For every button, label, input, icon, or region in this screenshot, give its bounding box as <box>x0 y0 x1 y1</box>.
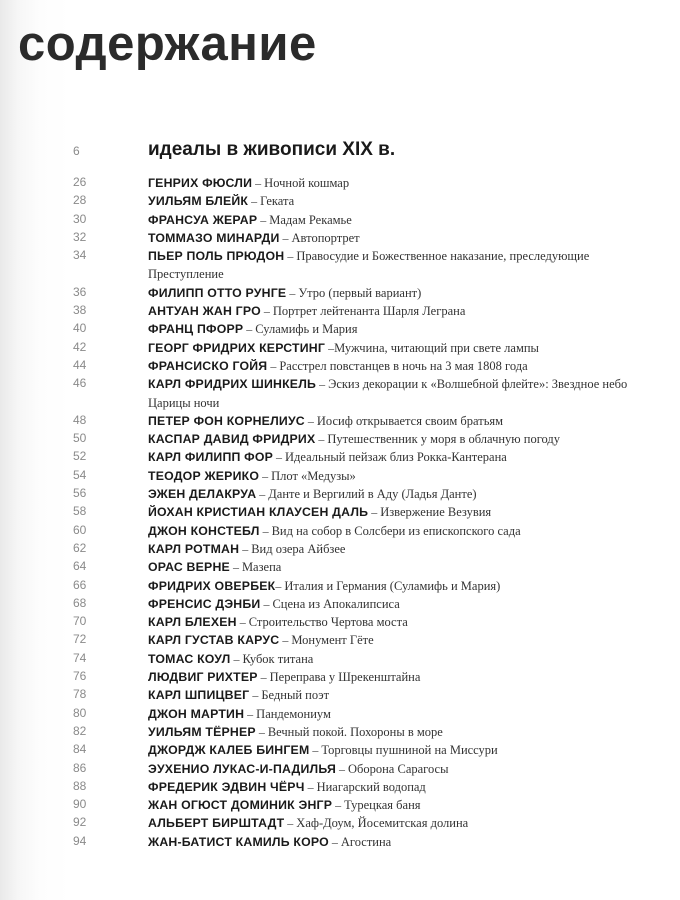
entry-work-title: Суламифь и Мария <box>255 322 358 337</box>
entry-text <box>148 485 653 503</box>
entry-text <box>148 650 653 668</box>
entry-work-title: Геката <box>260 194 295 209</box>
entry-separator: – <box>260 304 273 319</box>
entry-text <box>148 174 653 192</box>
entry-separator: – <box>284 249 297 264</box>
entry-separator: – <box>309 743 322 758</box>
entry-artist: ТОММАЗО МИНАРДИ <box>148 230 280 245</box>
entry-separator: – <box>239 541 252 556</box>
entry-separator: – <box>328 834 341 849</box>
entry-separator: – <box>260 596 273 611</box>
toc-entry <box>73 448 653 466</box>
section-heading: идеалы в живописи XIX в. <box>148 139 396 160</box>
entry-text <box>148 467 653 485</box>
entry-page-number: 58 <box>73 504 87 519</box>
entry-separator: – <box>257 670 270 685</box>
entry-artist: ЖАН ОГЮСТ ДОМИНИК ЭНГР <box>148 798 333 813</box>
entry-page-number: 28 <box>73 193 87 208</box>
entry-artist: ФРЕДЕРИК ЭДВИН ЧЁРЧ <box>148 779 305 794</box>
toc-entry <box>73 375 653 412</box>
entry-page-number: 78 <box>73 687 87 702</box>
entry-separator: – <box>273 450 286 465</box>
entry-page-number: 56 <box>73 486 87 501</box>
toc-entry <box>73 595 653 613</box>
entry-artist: ТОМАС КОУЛ <box>148 651 231 666</box>
entry-separator: – <box>257 212 270 227</box>
entry-work-title: Идеальный пейзаж близ Рокка-Кантерана <box>285 450 507 465</box>
entry-work-title: Иосиф открывается своим братьям <box>316 413 504 428</box>
entry-work-title: Торговцы пушниной на Миссури <box>321 743 498 758</box>
toc-entry <box>73 503 653 521</box>
entry-work-title: Портрет лейтенанта Шарля Леграна <box>272 304 466 319</box>
entry-artist: ДЖОРДЖ КАЛЕБ БИНГЕМ <box>148 743 310 758</box>
entry-text <box>148 686 653 704</box>
entry-work-title: Хаф-Доум, Йосемитская долина <box>296 816 469 831</box>
entry-page-number: 88 <box>73 778 87 793</box>
toc-entry <box>73 668 653 686</box>
entry-separator: – <box>259 468 272 483</box>
toc-entry <box>73 814 653 832</box>
entry-separator: – <box>230 651 243 666</box>
entry-text <box>148 577 653 595</box>
entry-page-number: 44 <box>73 357 87 372</box>
toc-entry <box>73 686 653 704</box>
entry-text <box>148 540 653 558</box>
entry-work-title: Монумент Гёте <box>291 633 374 648</box>
entry-work-title: Путешественник у моря в облачную погоду <box>327 432 561 447</box>
toc-entry <box>73 320 653 338</box>
entry-work-title: Вид на собор в Солсбери из епископского сада <box>271 523 521 538</box>
entry-separator: – <box>325 340 335 355</box>
entry-separator: – <box>315 432 328 447</box>
entry-work-title: Переправа у Шрекенштайна <box>269 670 421 685</box>
entry-artist: ПЬЕР ПОЛЬ ПРЮДОН <box>148 249 285 264</box>
entry-artist: ЙОХАН КРИСТИАН КЛАУСЕН ДАЛЬ <box>148 505 369 520</box>
entry-text <box>148 247 653 284</box>
toc-entry <box>73 522 653 540</box>
entry-page-number: 76 <box>73 669 87 684</box>
entry-separator: – <box>279 230 292 245</box>
entry-text <box>148 302 653 320</box>
entry-artist: ФРЕНСИС ДЭНБИ <box>148 596 261 611</box>
entry-text <box>148 558 653 576</box>
toc-entry <box>73 540 653 558</box>
entry-artist: ЛЮДВИГ РИХТЕР <box>148 670 258 685</box>
entry-page-number: 32 <box>73 229 87 244</box>
entry-page-number: 38 <box>73 303 87 318</box>
entry-separator: – <box>332 798 345 813</box>
entry-text <box>148 668 653 686</box>
entry-page-number: 30 <box>73 211 87 226</box>
toc-entry <box>73 284 653 302</box>
entry-work-title: Бедный поэт <box>261 688 330 703</box>
entry-page-number: 82 <box>73 723 87 738</box>
page-title: содержание <box>18 17 317 71</box>
entry-text <box>148 631 653 649</box>
entry-text <box>148 357 653 375</box>
toc-entry <box>73 302 653 320</box>
entry-separator: – <box>249 688 262 703</box>
entry-text <box>148 613 653 631</box>
entry-work-title: Ниагарский водопад <box>316 779 426 794</box>
toc-entry <box>73 741 653 759</box>
entry-separator: – <box>236 615 249 630</box>
entry-page-number: 40 <box>73 321 87 336</box>
entry-text <box>148 833 653 851</box>
entry-page-number: 94 <box>73 833 87 848</box>
entry-separator: – <box>284 816 297 831</box>
entry-page-number: 62 <box>73 540 87 555</box>
entry-text <box>148 284 653 302</box>
entry-separator: – <box>279 633 292 648</box>
toc-entry <box>73 174 653 192</box>
entry-text <box>148 339 653 357</box>
entry-separator: – <box>256 487 269 502</box>
toc-entry <box>73 211 653 229</box>
entry-artist: КАРЛ РОТМАН <box>148 541 240 556</box>
entry-page-number: 84 <box>73 742 87 757</box>
entry-text <box>148 320 653 338</box>
entry-separator: – <box>248 194 261 209</box>
entry-text <box>148 448 653 466</box>
entry-separator: – <box>267 358 280 373</box>
entry-text <box>148 211 653 229</box>
entry-work-title: Оборона Сарагосы <box>347 761 449 776</box>
entry-text <box>148 705 653 723</box>
toc-entry <box>73 558 653 576</box>
toc-entry <box>73 229 653 247</box>
toc-entry <box>73 760 653 778</box>
entry-page-number: 74 <box>73 650 87 665</box>
entry-work-title: Вид озера Айбзее <box>251 541 346 556</box>
toc-entry <box>73 631 653 649</box>
entry-separator: – <box>286 285 299 300</box>
entry-page-number: 42 <box>73 339 87 354</box>
entry-work-title: Строительство Чертова моста <box>248 615 408 630</box>
entry-artist: ЭУХЕНИО ЛУКАС-И-ПАДИЛЬЯ <box>148 761 336 776</box>
entry-artist: ДЖОН МАРТИН <box>148 706 245 721</box>
entry-separator: – <box>316 377 329 392</box>
toc-entry <box>73 412 653 430</box>
entry-work-title: Кубок титана <box>242 651 314 666</box>
entry-page-number: 52 <box>73 449 87 464</box>
entry-separator: – <box>229 560 242 575</box>
toc-entry <box>73 705 653 723</box>
entry-text <box>148 375 653 412</box>
entry-work-title: Эскиз декорации к «Волшебной флейте»: Звездное небо Царицы ночи <box>148 377 628 410</box>
entry-separator: – <box>255 724 268 739</box>
entry-text <box>148 760 653 778</box>
entry-artist: АНТУАН ЖАН ГРО <box>148 304 261 319</box>
entry-separator: – <box>335 761 348 776</box>
entry-page-number: 46 <box>73 376 87 391</box>
entry-artist: ДЖОН КОНСТЕБЛ <box>148 523 260 538</box>
toc-entry <box>73 723 653 741</box>
toc-entry <box>73 778 653 796</box>
table-of-contents <box>73 174 653 851</box>
toc-entry <box>73 247 653 284</box>
toc-entry <box>73 833 653 851</box>
entry-artist: КАСПАР ДАВИД ФРИДРИХ <box>148 432 316 447</box>
entry-artist: ФРАНСУА ЖЕРАР <box>148 212 258 227</box>
toc-entry <box>73 796 653 814</box>
entry-text <box>148 412 653 430</box>
entry-text <box>148 741 653 759</box>
entry-artist: КАРЛ ФИЛИПП ФОР <box>148 450 274 465</box>
entry-artist: ТЕОДОР ЖЕРИКО <box>148 468 260 483</box>
entry-page-number: 86 <box>73 760 87 775</box>
toc-entry <box>73 613 653 631</box>
entry-artist: ФРИДРИХ ОВЕРБЕК <box>148 578 276 593</box>
toc-entry <box>73 339 653 357</box>
entry-artist: КАРЛ ФРИДРИХ ШИНКЕЛЬ <box>148 377 317 392</box>
entry-text <box>148 723 653 741</box>
entry-page-number: 34 <box>73 248 87 263</box>
entry-artist: ПЕТЕР ФОН КОРНЕЛИУС <box>148 413 305 428</box>
entry-page-number: 80 <box>73 705 87 720</box>
toc-entry <box>73 192 653 210</box>
entry-page-number: 72 <box>73 632 87 647</box>
entry-artist: ФРАНСИСКО ГОЙЯ <box>148 358 268 373</box>
entry-artist: ОРАС ВЕРНЕ <box>148 560 230 575</box>
entry-artist: ГЕНРИХ ФЮСЛИ <box>148 176 253 190</box>
entry-text <box>148 796 653 814</box>
entry-work-title: Правосудие и Божественное наказание, преследующие Преступление <box>148 249 590 282</box>
entry-artist: УИЛЬЯМ ТЁРНЕР <box>148 724 256 739</box>
entry-page-number: 60 <box>73 522 87 537</box>
entry-text <box>148 192 653 210</box>
entry-work-title: Плот «Медузы» <box>271 468 356 483</box>
entry-page-number: 26 <box>73 175 87 189</box>
entry-artist: ФИЛИПП ОТТО РУНГЕ <box>148 285 287 300</box>
entry-page-number: 92 <box>73 815 87 830</box>
entry-work-title: Мазепа <box>241 560 282 575</box>
entry-work-title: Италия и Германия (Суламифь и Мария) <box>284 578 501 593</box>
toc-entry <box>73 577 653 595</box>
entry-work-title: Мужчина, читающий при свете лампы <box>334 340 539 355</box>
entry-page-number: 70 <box>73 614 87 629</box>
entry-work-title: Извержение Везувия <box>380 505 492 520</box>
entry-artist: КАРЛ БЛЕХЕН <box>148 615 237 630</box>
entry-work-title: Данте и Вергилий в Аду (Ладья Данте) <box>268 487 477 502</box>
entry-text <box>148 522 653 540</box>
entry-page-number: 36 <box>73 284 87 299</box>
toc-entry <box>73 430 653 448</box>
entry-separator: – <box>275 578 285 593</box>
entry-text <box>148 595 653 613</box>
entry-separator: – <box>304 413 317 428</box>
toc-entry <box>73 650 653 668</box>
entry-artist: КАРЛ ШПИЦВЕГ <box>148 688 250 703</box>
entry-work-title: Турецкая баня <box>344 798 421 813</box>
entry-text <box>148 503 653 521</box>
entry-text <box>148 229 653 247</box>
toc-entry <box>73 357 653 375</box>
entry-text <box>148 814 653 832</box>
entry-artist: КАРЛ ГУСТАВ КАРУС <box>148 633 280 648</box>
entry-artist: УИЛЬЯМ БЛЕЙК <box>148 194 249 209</box>
toc-entry <box>73 485 653 503</box>
entry-separator: – <box>244 706 257 721</box>
entry-artist: ФРАНЦ ПФОРР <box>148 322 244 337</box>
entry-page-number: 90 <box>73 797 87 812</box>
entry-work-title: Вечный покой. Похороны в море <box>267 724 443 739</box>
entry-work-title: Автопортрет <box>291 230 360 245</box>
entry-work-title: Сцена из Апокалипсиса <box>272 596 400 611</box>
entry-separator: – <box>368 505 381 520</box>
entry-page-number: 50 <box>73 431 87 446</box>
entry-text <box>148 778 653 796</box>
entry-separator: – <box>259 523 272 538</box>
entry-separator: – <box>252 176 265 190</box>
entry-page-number: 48 <box>73 412 87 427</box>
entry-work-title: Расстрел повстанцев в ночь на 3 мая 1808 года <box>279 358 528 373</box>
entry-work-title: Утро (первый вариант) <box>298 285 422 300</box>
toc-entry <box>73 467 653 485</box>
entry-artist: ГЕОРГ ФРИДРИХ КЕРСТИНГ <box>148 340 326 355</box>
section-page-number: 6 <box>73 144 80 158</box>
entry-page-number: 64 <box>73 559 87 574</box>
entry-page-number: 68 <box>73 595 87 610</box>
entry-artist: ЭЖЕН ДЕЛАКРУА <box>148 487 257 502</box>
entry-separator: – <box>304 779 317 794</box>
entry-separator: – <box>243 322 256 337</box>
entry-work-title: Ночной кошмар <box>264 176 350 190</box>
entry-work-title: Пандемониум <box>256 706 331 721</box>
entry-work-title: Мадам Рекамье <box>269 212 352 227</box>
section-heading-row <box>73 139 395 161</box>
entry-page-number: 66 <box>73 577 87 592</box>
entry-page-number: 54 <box>73 467 87 482</box>
entry-artist: ЖАН-БАТИСТ КАМИЛЬ КОРО <box>148 834 329 849</box>
entry-text <box>148 430 653 448</box>
entry-work-title: Агостина <box>340 834 392 849</box>
entry-artist: АЛЬБЕРТ БИРШТАДТ <box>148 816 285 831</box>
